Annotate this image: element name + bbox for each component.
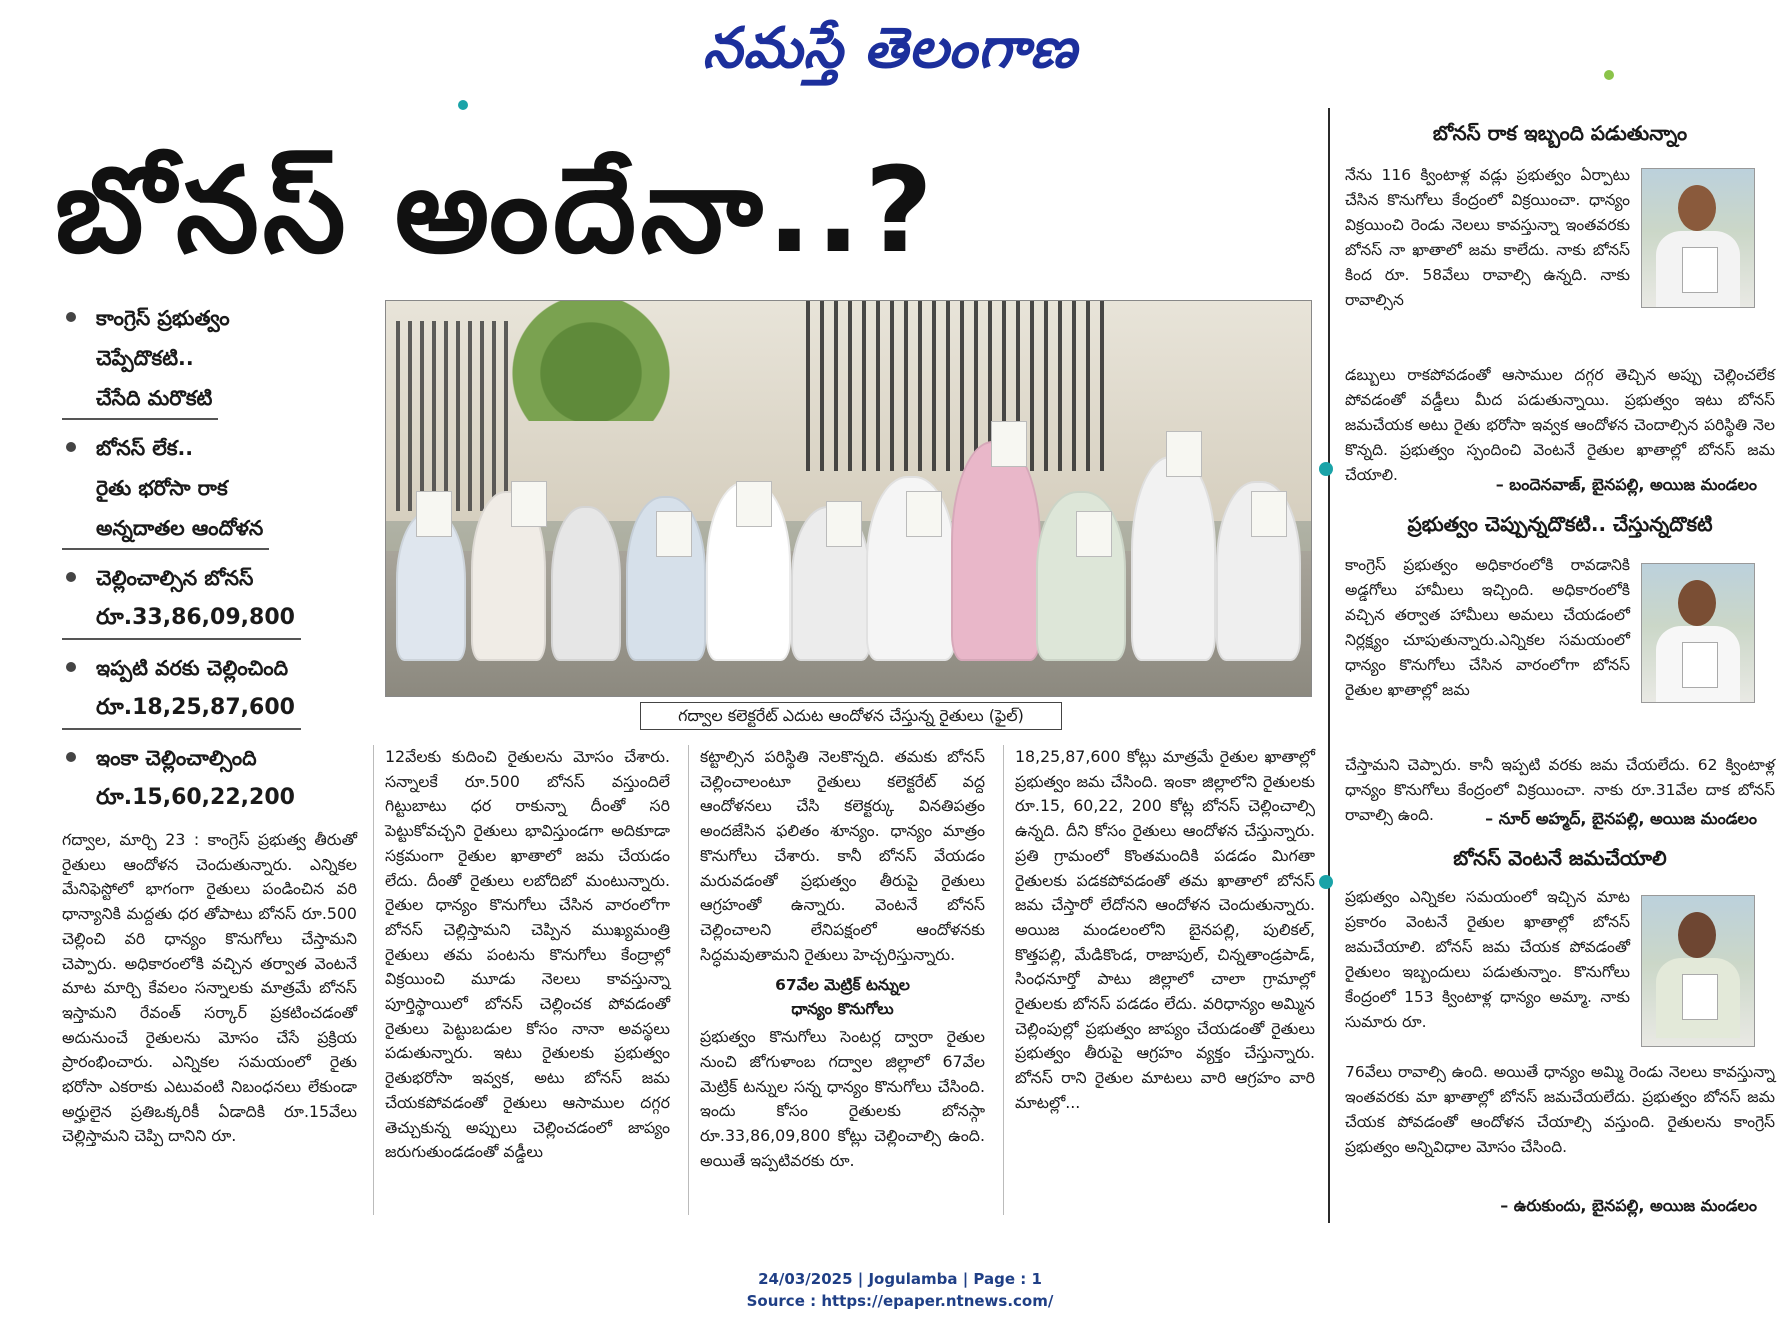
- decor-dot-icon: [458, 100, 468, 110]
- highlight-bullets: [62, 298, 312, 826]
- page-footer: [600, 1268, 1200, 1312]
- petition-paper: [656, 511, 692, 557]
- sidebar-text-1a: నేను 116 క్వింటాళ్ల వడ్లు ప్రభుత్వం ఏర్పాటు చేసిన కొనుగోలు కేంద్రంలో విక్రయించా. ధాన్యం విక్రయించి రెండు నెలలు కావస్తున్నా ఇంతవరకు బోనస్ నా ఖాతాలో జమ కాలేదు. నాకు బోనస్ కింద రూ. 58వేలు రావాల్సి ఉన్నది. నాకు రావాల్సిన: [1345, 166, 1630, 309]
- photo-crowd: [386, 451, 1311, 671]
- article-subhead: 67వేల మెట్రిక్ టన్నుల: [775, 976, 910, 995]
- farmer-figure: [1131, 456, 1216, 661]
- sidebar-text-1b: డబ్బులు రాకపోవడంతో ఆసాముల దగ్గర తెచ్చిన అప్పు చెల్లించలేక పోవడంతో వడ్డీలు మీద పడుతున్నాయి. ప్రభుత్వం ఇటు బోనస్ జమచేయక అటు రైతు భరోసా ఇవ్వక ఆందోళన చెందాల్సిన పరిస్థితి నెల కొన్నది. ప్రభుత్వం స్పందించి వెంటనే రైతుల ఖాతాల్లో బోనస్ జమ చేయాలి.: [1345, 366, 1775, 484]
- portrait-slip: [1682, 247, 1718, 293]
- column-divider: [373, 745, 374, 1215]
- article-text: గద్వాల, మార్చి 23 : కాంగ్రెస్ ప్రభుత్వ తీరుతో రైతులు ఆందోళన చెందుతున్నారు. ఎన్నికల మేనిఫెస్టోలో భాగంగా రైతులు పండించిన వరి ధాన్యానికి మద్దతు ధర తోపాటు బోనస్ రూ.500 చెల్లించి వరి ధాన్యం కొనుగోలు చేస్తామని చెప్పారు. అధికారంలోకి వచ్చిన తర్వాత వెంటనే మాట మార్చి కేవలం సన్నాలకు మాత్రమే బోనస్ ఇస్తామని రేవంత్ సర్కార్ ప్రకటించడంతో అదునుంచే రైతులను మోసం చేసే ప్రక్రియ ప్రారంభించారు. ఎన్నికల సమయంలో రైతు భరోసా ఎకరాకు ఎటువంటి నిబంధనలు లేకుండా అర్హులైన ప్రతిఒక్కరికీ ఏడాదికి రూ.15వేలు చెల్లిస్తామని చెప్పి దానిని రూ.: [62, 830, 357, 1146]
- portrait-face: [1678, 580, 1716, 626]
- farmer-portrait-2: [1641, 563, 1755, 703]
- sidebar-heading-3: బోనస్ వెంటనే జమచేయాలి: [1453, 846, 1667, 870]
- petition-paper: [1251, 491, 1287, 537]
- bullet-amount: రూ.33,86,09,800: [62, 598, 301, 640]
- bullet-icon: [66, 752, 76, 762]
- article-text: కట్టాల్సిన పరిస్థితి నెలకొన్నది. తమకు బోనస్ చెల్లించాలంటూ రైతులు కలెక్టరేట్ వద్ద ఆందోళనలు చేసి కలెక్టర్కు వినతిపత్రం అందజేసిన ఫలితం శూన్యం. ధాన్యం మాత్రం కొనుగోలు చేశారు. కానీ బోనస్ వేయడం మరువడంతో ప్రభుత్వం తీరుపై రైతులు ఆగ్రహంతో ఉన్నారు. వెంటనే బోనస్ చెల్లించాలని లేనిపక్షంలో ఆందోళనకు సిద్ధమవుతామని రైతులు హెచ్చరిస్తున్నారు.: [700, 747, 985, 964]
- petition-paper: [1076, 511, 1112, 557]
- decor-dot-icon: [1604, 70, 1614, 80]
- sidebar-text-3b: 76వేలు రావాల్సి ఉంది. అయితే ధాన్యం అమ్మి రెండు నెలలు కావస్తున్నా ఇంతవరకు మా ఖాతాల్లో బోనస్ జమచేయలేదు. ప్రభుత్వం బోనస్ జమ చేయక పోవడంతో ఆందోళన చేయాల్సి వస్తుంది. రైతులను కాంగ్రెస్ ప్రభుత్వం అన్నివిధాల మోసం చేసింది.: [1345, 1063, 1775, 1156]
- petition-paper: [1166, 431, 1202, 477]
- portrait-slip: [1682, 642, 1718, 688]
- article-text: ప్రభుత్వం కొనుగోలు సెంటర్ల ద్వారా రైతుల నుంచి జోగుళాంబ గద్వాల జిల్లాలో 67వేల మెట్రిక్ టన్నుల సన్న ధాన్యం కొనుగోలు చేసింది. ఇందు కోసం రైతులకు బోనస్గా రూ.33,86,09,800 కోట్లు చెల్లించాల్సి ఉంది. అయితే ఇప్పటివరకు రూ.: [700, 1027, 985, 1170]
- portrait-face: [1678, 912, 1716, 958]
- sidebar-attribution-2: – నూర్ అహ్మద్, బైనపల్లి, అయిజ మండలం: [1485, 809, 1757, 828]
- article-column-2: [385, 745, 670, 1165]
- bullet-text: కాంగ్రెస్ ప్రభుత్వం: [96, 306, 230, 330]
- photo-caption: గద్వాల కలెక్టరేట్ ఎదుట ఆందోళన చేస్తున్న రైతులు (ఫైల్): [640, 702, 1062, 730]
- bullet-text: అన్నదాతల ఆందోళన: [62, 508, 269, 550]
- bullet-text: బోనస్ లేక..: [96, 436, 194, 460]
- sidebar-attribution-3: – ఉరుకుందు, బైనపల్లి, అయిజ మండలం: [1500, 1196, 1757, 1215]
- sidebar-text-2a: కాంగ్రెస్ ప్రభుత్వం అధికారంలోకి రావడానికి అడ్డగోలు హామీలు ఇచ్చింది. అధికారంలోకి వచ్చిన తర్వాత హామీలు అమలు చేయడంలో నిర్లక్ష్యం చూపుతున్నారు.ఎన్నికల సమయంలో ధాన్యం కొనుగోలు చేసిన వారంలోగా బోనస్ రైతుల ఖాతాల్లో జమ: [1345, 556, 1630, 699]
- photo-gate: [806, 301, 1106, 471]
- petition-paper: [511, 481, 547, 527]
- bullet-text: రైతు భరోసా రాక: [96, 476, 228, 500]
- sidebar-heading-2: ప్రభుత్వం చెప్పున్నదొకటి.. చేస్తున్నదొకటి: [1407, 512, 1713, 536]
- petition-paper: [991, 421, 1027, 467]
- farmer-portrait-3: [1641, 895, 1755, 1047]
- bullet-amount: రూ.18,25,87,600: [62, 688, 301, 730]
- sidebar-divider: [1328, 108, 1330, 1223]
- petition-paper: [826, 501, 862, 547]
- protest-photo: [385, 300, 1312, 697]
- portrait-face: [1678, 185, 1716, 231]
- photo-tree: [506, 301, 676, 421]
- footer-source: Source : https://epaper.ntnews.com/: [746, 1292, 1054, 1310]
- bullet-item: [62, 428, 312, 550]
- bullet-item: [62, 648, 312, 730]
- petition-paper: [906, 491, 942, 537]
- bullet-icon: [66, 662, 76, 672]
- bullet-item: [62, 738, 312, 818]
- masthead-logo: నమస్తే తెలంగాణ: [702, 15, 1078, 81]
- farmer-portrait-1: [1641, 168, 1755, 308]
- article-text: 18,25,87,600 కోట్లు మాత్రమే రైతుల ఖాతాల్లో ప్రభుత్వం జమ చేసింది. ఇంకా జిల్లాలోని రైతులకు రూ.15, 60,22, 200 కోట్ల బోనస్ చెల్లించాల్సి ఉన్నది. దీని కోసం రైతులు ఆందోళన చేస్తున్నారు. ప్రతి గ్రామంలో కొంతమందికి పడడం మిగతా రైతులకు పడకపోవడంతో తమ ఖాతాలో బోనస్ జమ చేస్తారో లేదోనని ఆందోళన చెందుతున్నారు. అయిజ మండలంలోని బైనపల్లి, పులికల్, కొత్తపల్లి, మేడికొండ, రాజాపుల్, చిన్నతాండ్రపాడ్, సింధనూర్తో పాటు జిల్లాలో చాలా గ్రామాల్లో రైతులకు బోనస్ పడడం లేదు. వరిధాన్యం అమ్మిన చెల్లింపుల్లో ప్రభుత్వం జాప్యం చేయడంతో రైతులు ప్రభుత్వం తీరుపై ఆగ్రహం వ్యక్తం చేస్తున్నారు. బోనస్ రాని రైతుల మాటలు వారి ఆగ్రహం వారి మాటల్లో...: [1015, 747, 1315, 1112]
- article-column-3: [700, 745, 985, 1174]
- bullet-icon: [66, 312, 76, 322]
- bullet-icon: [66, 572, 76, 582]
- article-column-1: [62, 828, 357, 1149]
- bullet-text: ఇంకా చెల్లించాల్సింది: [96, 746, 257, 770]
- bullet-text: ఇప్పటి వరకు చెల్లించింది: [96, 656, 289, 680]
- bullet-text: చెల్లించాల్సిన బోనస్: [96, 566, 254, 590]
- bullet-icon: [66, 442, 76, 452]
- section-marker-icon: [1319, 462, 1333, 476]
- portrait-slip: [1682, 974, 1718, 1020]
- bullet-amount: రూ.15,60,22,200: [96, 785, 295, 810]
- sidebar-text-2b: చేస్తామని చెప్పారు. కానీ ఇప్పటి వరకు జమ చేయలేదు. 62 క్వింటాళ్ల ధాన్యం కొనుగోలు కేంద్రంలో విక్రయించా. నాకు రూ.31వేల దాక బోనస్ రావాల్సి ఉంది.: [1345, 756, 1775, 824]
- bullet-text: చెప్పేదొకటి..: [96, 346, 194, 370]
- column-divider: [1003, 745, 1004, 1215]
- sidebar-text-3a: ప్రభుత్వం ఎన్నికల సమయంలో ఇచ్చిన మాట ప్రకారం వెంటనే రైతుల ఖాతాల్లో బోనస్ జమచేయాలి. బోనస్ జమ చేయక పోవడంతో రైతులం ఇబ్బందులు పడుతున్నాం. కొనుగోలు కేంద్రంలో 153 క్వింటాళ్ల ధాన్యం అమ్మా. నాకు సుమారు రూ.: [1345, 888, 1630, 1031]
- sidebar-heading-1: బోనస్ రాక ఇబ్బంది పడుతున్నాం: [1432, 121, 1688, 145]
- article-column-4: [1015, 745, 1315, 1116]
- petition-paper: [736, 481, 772, 527]
- bullet-text: చేసేది మరొకటి: [62, 378, 218, 420]
- bullet-item: [62, 298, 312, 420]
- article-subhead: ధాన్యం కొనుగోలు: [791, 1000, 894, 1019]
- sidebar-attribution-1: – బందెనవాజ్, బైనపల్లి, అయిజ మండలం: [1495, 475, 1757, 494]
- headline: బోనస్ అందేనా..?: [55, 141, 937, 279]
- farmer-figure: [551, 506, 621, 661]
- article-text: 12వేలకు కుదించి రైతులను మోసం చేశారు. సన్నాలకే రూ.500 బోనస్ వస్తుందిలే గిట్టుబాటు ధర రాకున్నా దీంతో సరి పెట్టుకోవచ్చని రైతులు భావిస్తుండగా అదికూడా సక్రమంగా రైతుల ఖాతాలో జమ చేయడం లేదు. దీంతో రైతులు లబోదిబో మంటున్నారు. రైతుల ధాన్యం కొనుగోలు చేసిన వారంలోగా బోనస్ చెల్లిస్తామని చెప్పిన ముఖ్యమంత్రి రైతులు తమ పంటను కొనుగోలు కేంద్రాల్లో విక్రయించి మూడు నెలలు కావస్తున్నా పూర్తిస్థాయిలో బోనస్ చెల్లించక పోవడంతో రైతులు పెట్టుబడుల కోసం నానా అవస్థలు పడుతున్నారు. ఇటు రైతులకు ప్రభుత్వం రైతుభరోసా ఇవ్వక, అటు బోనస్ జమ చేయకపోవడంతో రైతులు ఆసాముల దగ్గర తెచ్చుకున్న అప్పులు చెల్లించడంలో జాప్యం జరుగుతుండడంతో వడ్డీలు: [385, 747, 670, 1162]
- section-marker-icon: [1319, 875, 1333, 889]
- footer-dateline: 24/03/2025 | Jogulamba | Page : 1: [758, 1270, 1042, 1288]
- farmer-figure: [951, 441, 1041, 661]
- column-divider: [688, 745, 689, 1215]
- bullet-item: [62, 558, 312, 640]
- petition-paper: [416, 491, 452, 537]
